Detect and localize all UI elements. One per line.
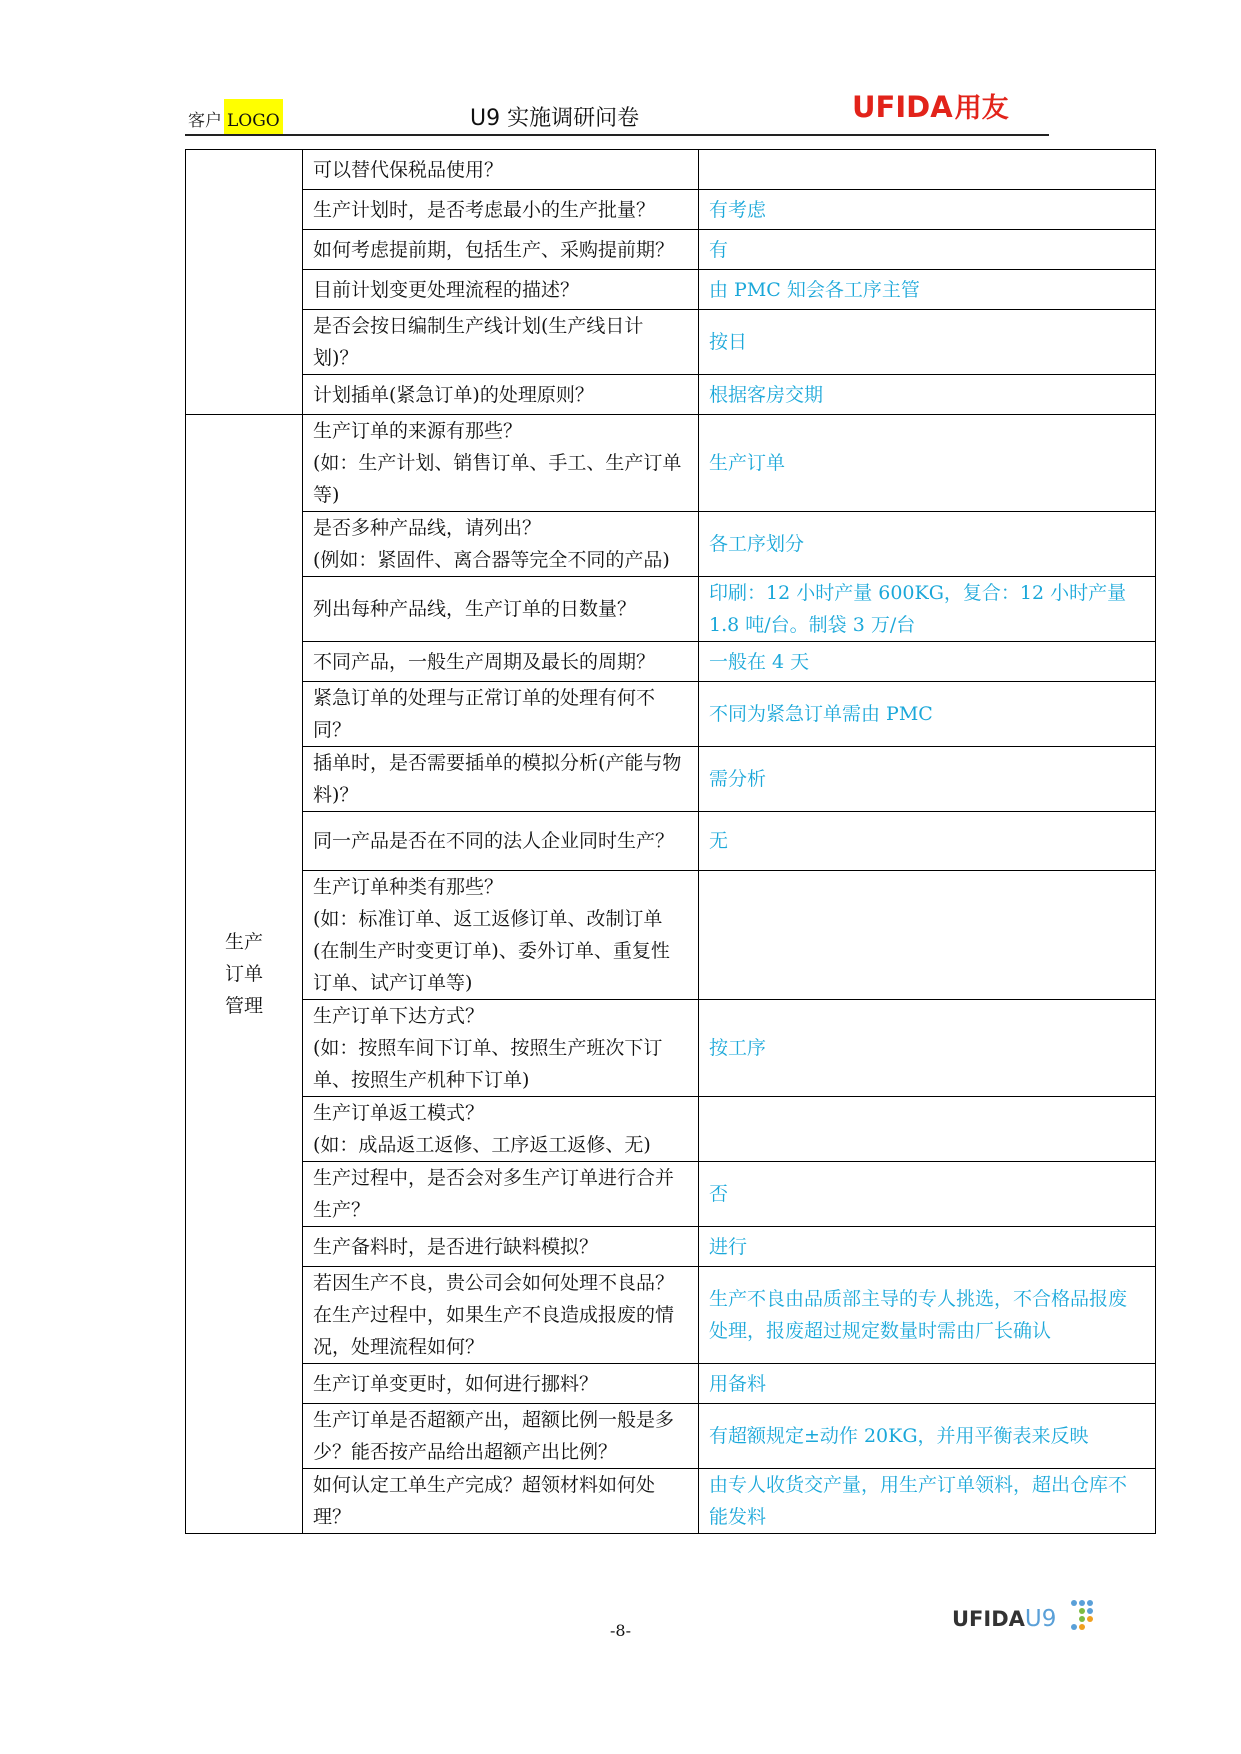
ufida-brand-logo (852, 86, 1009, 125)
answer-cell[interactable]: 各工序划分 (699, 512, 1156, 577)
table-row (186, 1227, 1156, 1267)
table-row (186, 1162, 1156, 1227)
table-row (186, 230, 1156, 270)
page-header (0, 0, 1241, 140)
question-cell: 生产订单是否超额产出，超额比例一般是多少？能否按产品给出超额产出比例？ (303, 1404, 699, 1469)
ufida-logo-latin: UFIDA (852, 90, 953, 124)
answer-cell[interactable]: 根据客房交期 (699, 375, 1156, 415)
answer-cell[interactable]: 按日 (699, 310, 1156, 375)
table-row (186, 150, 1156, 190)
question-cell: 生产计划时，是否考虑最小的生产批量？ (303, 190, 699, 230)
question-cell: 插单时，是否需要插单的模拟分析(产能与物料)？ (303, 747, 699, 812)
answer-cell[interactable]: 有考虑 (699, 190, 1156, 230)
answer-cell[interactable] (699, 150, 1156, 190)
answer-cell[interactable]: 无 (699, 812, 1156, 871)
answer-cell[interactable]: 需分析 (699, 747, 1156, 812)
answer-cell[interactable]: 生产不良由品质部主导的专人挑选，不合格品报废处理，报废超过规定数量时需由厂长确认 (699, 1267, 1156, 1364)
table-row (186, 682, 1156, 747)
question-cell: 列出每种产品线，生产订单的日数量？ (303, 577, 699, 642)
u9-logo-product: U9 (1024, 1606, 1057, 1632)
table-row (186, 812, 1156, 871)
answer-cell[interactable]: 按工序 (699, 1000, 1156, 1097)
category-cell (186, 150, 303, 415)
table-row (186, 1469, 1156, 1534)
question-cell: 如何考虑提前期，包括生产、采购提前期？ (303, 230, 699, 270)
question-cell: 是否多种产品线，请列出？ (例如：紧固件、离合器等完全不同的产品) (303, 512, 699, 577)
table-row (186, 1267, 1156, 1364)
question-cell: 生产订单下达方式？ (如：按照车间下订单、按照生产班次下订单、按照生产机种下订单) (303, 1000, 699, 1097)
table-row (186, 1404, 1156, 1469)
survey-table-body (186, 150, 1156, 1534)
answer-cell[interactable]: 由专人收货交产量，用生产订单领料，超出仓库不能发料 (699, 1469, 1156, 1534)
answer-cell[interactable]: 有 (699, 230, 1156, 270)
table-row (186, 415, 1156, 512)
question-cell: 不同产品，一般生产周期及最长的周期？ (303, 642, 699, 682)
table-row (186, 1097, 1156, 1162)
table-row (186, 577, 1156, 642)
table-row (186, 375, 1156, 415)
question-cell: 生产过程中，是否会对多生产订单进行合并生产？ (303, 1162, 699, 1227)
table-row (186, 642, 1156, 682)
answer-cell[interactable] (699, 1097, 1156, 1162)
u9-dots-icon (1068, 1598, 1098, 1632)
table-row (186, 270, 1156, 310)
category-cell (186, 415, 303, 1534)
table-row (186, 871, 1156, 1000)
page-number: -8- (610, 1621, 631, 1640)
question-cell: 生产订单返工模式？ (如：成品返工返修、工序返工返修、无) (303, 1097, 699, 1162)
question-cell: 是否会按日编制生产线计划(生产线日计划)？ (303, 310, 699, 375)
question-cell: 如何认定工单生产完成？超领材料如何处理？ (303, 1469, 699, 1534)
ufida-u9-logo (952, 1606, 1056, 1632)
client-label: 客户 (188, 111, 222, 131)
table-row (186, 747, 1156, 812)
answer-cell[interactable]: 由 PMC 知会各工序主管 (699, 270, 1156, 310)
client-logo-placeholder: LOGO (224, 99, 283, 134)
survey-table (185, 149, 1156, 1534)
table-row (186, 310, 1156, 375)
answer-cell[interactable]: 生产订单 (699, 415, 1156, 512)
answer-cell[interactable]: 不同为紧急订单需由 PMC (699, 682, 1156, 747)
table-row (186, 512, 1156, 577)
ufida-logo-cn: 用友 (954, 93, 1009, 124)
answer-cell[interactable]: 用备料 (699, 1364, 1156, 1404)
question-cell: 若因生产不良，贵公司会如何处理不良品？在生产过程中，如果生产不良造成报废的情况，处理流程如何？ (303, 1267, 699, 1364)
answer-cell[interactable]: 进行 (699, 1227, 1156, 1267)
answer-cell[interactable]: 否 (699, 1162, 1156, 1227)
question-cell: 可以替代保税品使用？ (303, 150, 699, 190)
document-title: U9 实施调研问卷 (470, 106, 640, 131)
client-logo-area (188, 106, 283, 131)
table-row (186, 190, 1156, 230)
question-cell: 生产订单种类有那些？ (如：标准订单、返工返修订单、改制订单(在制生产时变更订单)、委外订单、重复性订单、试产订单等) (303, 871, 699, 1000)
answer-cell[interactable]: 有超额规定±动作 20KG，并用平衡表来反映 (699, 1404, 1156, 1469)
question-cell: 紧急订单的处理与正常订单的处理有何不同？ (303, 682, 699, 747)
category-label: 生产订单管理 (224, 931, 263, 1017)
question-cell: 生产备料时，是否进行缺料模拟？ (303, 1227, 699, 1267)
table-row (186, 1364, 1156, 1404)
question-cell: 同一产品是否在不同的法人企业同时生产？ (303, 812, 699, 871)
header-rule (185, 134, 1049, 136)
u9-logo-latin: UFIDA (952, 1607, 1025, 1631)
question-cell: 目前计划变更处理流程的描述？ (303, 270, 699, 310)
answer-cell[interactable]: 印刷：12 小时产量 600KG，复合：12 小时产量 1.8 吨/台。制袋 3 万/台 (699, 577, 1156, 642)
answer-cell[interactable]: 一般在 4 天 (699, 642, 1156, 682)
question-cell: 生产订单的来源有那些？ (如：生产计划、销售订单、手工、生产订单等) (303, 415, 699, 512)
question-cell: 生产订单变更时，如何进行挪料？ (303, 1364, 699, 1404)
table-row (186, 1000, 1156, 1097)
answer-cell[interactable] (699, 871, 1156, 1000)
question-cell: 计划插单(紧急订单)的处理原则？ (303, 375, 699, 415)
